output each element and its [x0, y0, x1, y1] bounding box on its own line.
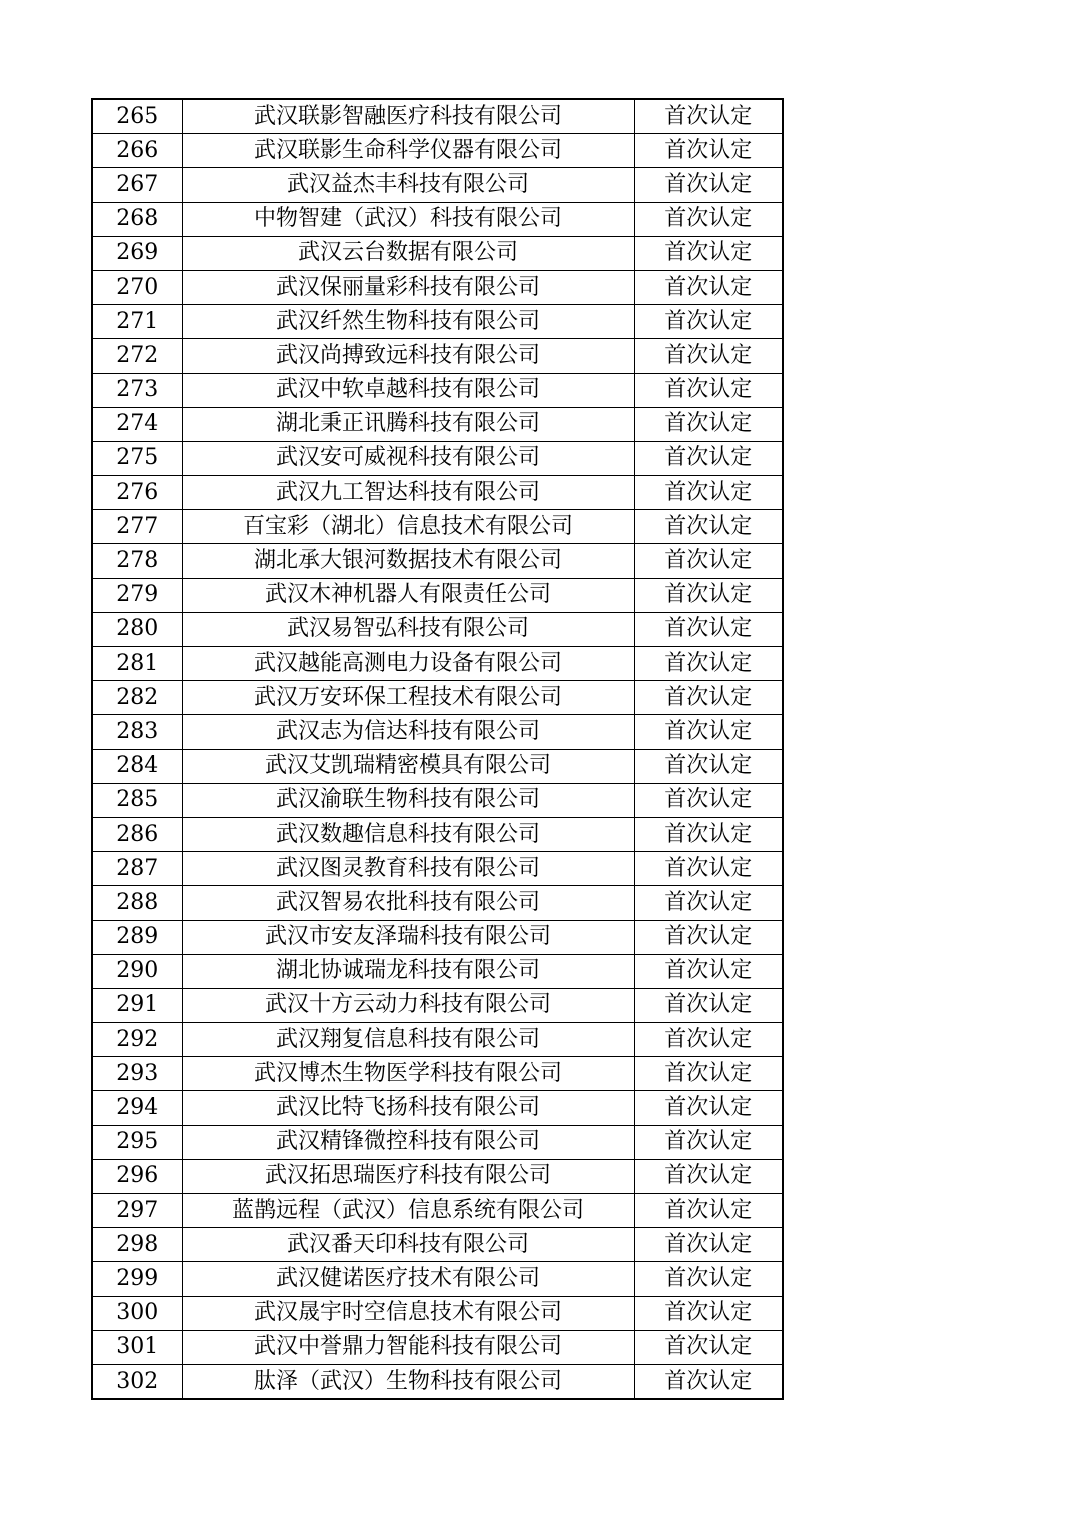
table-body: [92, 99, 783, 1399]
table-row: [92, 783, 783, 817]
row-number-cell: 290: [92, 954, 182, 988]
table-row: [92, 612, 783, 646]
company-name-cell: 武汉翔复信息科技有限公司: [182, 1023, 634, 1057]
table-row: [92, 441, 783, 475]
company-name-cell: 武汉图灵教育科技有限公司: [182, 852, 634, 886]
row-number-cell: 288: [92, 886, 182, 920]
row-number-cell: 272: [92, 339, 182, 373]
certification-status-cell: 首次认定: [634, 270, 783, 304]
certification-status-cell: 首次认定: [634, 681, 783, 715]
row-number-cell: 280: [92, 612, 182, 646]
row-number-cell: 283: [92, 715, 182, 749]
company-name-cell: 武汉纤然生物科技有限公司: [182, 305, 634, 339]
company-name-cell: 中物智建（武汉）科技有限公司: [182, 202, 634, 236]
row-number-cell: 291: [92, 988, 182, 1022]
certification-status-cell: 首次认定: [634, 1364, 783, 1399]
row-number-cell: 270: [92, 270, 182, 304]
company-name-cell: 武汉越能高测电力设备有限公司: [182, 647, 634, 681]
row-number-cell: 284: [92, 749, 182, 783]
certification-status-cell: 首次认定: [634, 1057, 783, 1091]
table-row: [92, 168, 783, 202]
company-name-cell: 武汉保丽量彩科技有限公司: [182, 270, 634, 304]
certification-status-cell: 首次认定: [634, 441, 783, 475]
company-name-cell: 武汉中软卓越科技有限公司: [182, 373, 634, 407]
table-row: [92, 510, 783, 544]
company-name-cell: 湖北秉正讯腾科技有限公司: [182, 407, 634, 441]
certification-status-cell: 首次认定: [634, 1228, 783, 1262]
table-row: [92, 1194, 783, 1228]
table-row: [92, 1330, 783, 1364]
row-number-cell: 268: [92, 202, 182, 236]
table-row: [92, 817, 783, 851]
company-name-cell: 蓝鹊远程（武汉）信息系统有限公司: [182, 1194, 634, 1228]
table-row: [92, 270, 783, 304]
row-number-cell: 301: [92, 1330, 182, 1364]
certification-status-cell: 首次认定: [634, 1091, 783, 1125]
row-number-cell: 289: [92, 920, 182, 954]
table-row: [92, 1023, 783, 1057]
row-number-cell: 294: [92, 1091, 182, 1125]
row-number-cell: 279: [92, 578, 182, 612]
row-number-cell: 274: [92, 407, 182, 441]
certification-status-cell: 首次认定: [634, 168, 783, 202]
table-row: [92, 236, 783, 270]
row-number-cell: 293: [92, 1057, 182, 1091]
row-number-cell: 281: [92, 647, 182, 681]
row-number-cell: 300: [92, 1296, 182, 1330]
certification-status-cell: 首次认定: [634, 476, 783, 510]
table-row: [92, 544, 783, 578]
certification-status-cell: 首次认定: [634, 647, 783, 681]
row-number-cell: 265: [92, 99, 182, 134]
row-number-cell: 292: [92, 1023, 182, 1057]
certification-status-cell: 首次认定: [634, 852, 783, 886]
certification-status-cell: 首次认定: [634, 1262, 783, 1296]
table-row: [92, 988, 783, 1022]
certification-status-cell: 首次认定: [634, 134, 783, 168]
certification-status-cell: 首次认定: [634, 305, 783, 339]
certification-status-cell: 首次认定: [634, 578, 783, 612]
certification-status-cell: 首次认定: [634, 988, 783, 1022]
row-number-cell: 271: [92, 305, 182, 339]
certification-status-cell: 首次认定: [634, 886, 783, 920]
table-row: [92, 715, 783, 749]
company-name-cell: 百宝彩（湖北）信息技术有限公司: [182, 510, 634, 544]
row-number-cell: 276: [92, 476, 182, 510]
table-row: [92, 1159, 783, 1193]
certification-status-cell: 首次认定: [634, 339, 783, 373]
certification-status-cell: 首次认定: [634, 749, 783, 783]
row-number-cell: 275: [92, 441, 182, 475]
row-number-cell: 302: [92, 1364, 182, 1399]
certification-status-cell: 首次认定: [634, 920, 783, 954]
certification-status-cell: 首次认定: [634, 954, 783, 988]
company-list-table: [91, 98, 784, 1400]
row-number-cell: 282: [92, 681, 182, 715]
certification-status-cell: 首次认定: [634, 236, 783, 270]
row-number-cell: 278: [92, 544, 182, 578]
row-number-cell: 286: [92, 817, 182, 851]
company-name-cell: 武汉艾凯瑞精密模具有限公司: [182, 749, 634, 783]
certification-status-cell: 首次认定: [634, 1330, 783, 1364]
row-number-cell: 277: [92, 510, 182, 544]
company-name-cell: 武汉健诺医疗技术有限公司: [182, 1262, 634, 1296]
row-number-cell: 299: [92, 1262, 182, 1296]
table-row: [92, 134, 783, 168]
table-row: [92, 681, 783, 715]
certification-status-cell: 首次认定: [634, 202, 783, 236]
table-row: [92, 476, 783, 510]
table-row: [92, 305, 783, 339]
table-row: [92, 1364, 783, 1399]
table-row: [92, 1262, 783, 1296]
company-name-cell: 武汉安可威视科技有限公司: [182, 441, 634, 475]
company-name-cell: 武汉渝联生物科技有限公司: [182, 783, 634, 817]
company-name-cell: 肽泽（武汉）生物科技有限公司: [182, 1364, 634, 1399]
row-number-cell: 267: [92, 168, 182, 202]
company-name-cell: 武汉精锋微控科技有限公司: [182, 1125, 634, 1159]
row-number-cell: 273: [92, 373, 182, 407]
company-name-cell: 武汉益杰丰科技有限公司: [182, 168, 634, 202]
certification-status-cell: 首次认定: [634, 817, 783, 851]
company-name-cell: 武汉联影生命科学仪器有限公司: [182, 134, 634, 168]
table-row: [92, 1091, 783, 1125]
table-row: [92, 1125, 783, 1159]
table-row: [92, 749, 783, 783]
certification-status-cell: 首次认定: [634, 99, 783, 134]
company-name-cell: 武汉数趣信息科技有限公司: [182, 817, 634, 851]
company-name-cell: 武汉比特飞扬科技有限公司: [182, 1091, 634, 1125]
certification-status-cell: 首次认定: [634, 1296, 783, 1330]
document-page: [91, 98, 784, 1400]
table-row: [92, 1296, 783, 1330]
company-name-cell: 武汉木神机器人有限责任公司: [182, 578, 634, 612]
certification-status-cell: 首次认定: [634, 1194, 783, 1228]
company-name-cell: 武汉智易农批科技有限公司: [182, 886, 634, 920]
certification-status-cell: 首次认定: [634, 783, 783, 817]
company-name-cell: 武汉番天印科技有限公司: [182, 1228, 634, 1262]
certification-status-cell: 首次认定: [634, 612, 783, 646]
table-row: [92, 373, 783, 407]
certification-status-cell: 首次认定: [634, 1023, 783, 1057]
company-name-cell: 武汉中誉鼎力智能科技有限公司: [182, 1330, 634, 1364]
row-number-cell: 296: [92, 1159, 182, 1193]
company-name-cell: 武汉云台数据有限公司: [182, 236, 634, 270]
company-name-cell: 武汉易智弘科技有限公司: [182, 612, 634, 646]
company-name-cell: 武汉十方云动力科技有限公司: [182, 988, 634, 1022]
table-row: [92, 1228, 783, 1262]
table-row: [92, 202, 783, 236]
company-name-cell: 湖北协诚瑞龙科技有限公司: [182, 954, 634, 988]
row-number-cell: 297: [92, 1194, 182, 1228]
company-name-cell: 武汉九工智达科技有限公司: [182, 476, 634, 510]
row-number-cell: 298: [92, 1228, 182, 1262]
row-number-cell: 266: [92, 134, 182, 168]
table-row: [92, 407, 783, 441]
certification-status-cell: 首次认定: [634, 510, 783, 544]
certification-status-cell: 首次认定: [634, 1159, 783, 1193]
company-name-cell: 湖北承大银河数据技术有限公司: [182, 544, 634, 578]
row-number-cell: 285: [92, 783, 182, 817]
company-name-cell: 武汉市安友泽瑞科技有限公司: [182, 920, 634, 954]
certification-status-cell: 首次认定: [634, 373, 783, 407]
table-row: [92, 578, 783, 612]
company-name-cell: 武汉志为信达科技有限公司: [182, 715, 634, 749]
certification-status-cell: 首次认定: [634, 1125, 783, 1159]
table-row: [92, 339, 783, 373]
table-row: [92, 920, 783, 954]
company-name-cell: 武汉拓思瑞医疗科技有限公司: [182, 1159, 634, 1193]
row-number-cell: 287: [92, 852, 182, 886]
company-name-cell: 武汉晟宇时空信息技术有限公司: [182, 1296, 634, 1330]
table-row: [92, 852, 783, 886]
table-row: [92, 647, 783, 681]
table-row: [92, 886, 783, 920]
table-row: [92, 954, 783, 988]
company-name-cell: 武汉万安环保工程技术有限公司: [182, 681, 634, 715]
company-name-cell: 武汉博杰生物医学科技有限公司: [182, 1057, 634, 1091]
table-row: [92, 99, 783, 134]
certification-status-cell: 首次认定: [634, 407, 783, 441]
row-number-cell: 269: [92, 236, 182, 270]
company-name-cell: 武汉尚搏致远科技有限公司: [182, 339, 634, 373]
row-number-cell: 295: [92, 1125, 182, 1159]
table-row: [92, 1057, 783, 1091]
certification-status-cell: 首次认定: [634, 715, 783, 749]
company-name-cell: 武汉联影智融医疗科技有限公司: [182, 99, 634, 134]
certification-status-cell: 首次认定: [634, 544, 783, 578]
